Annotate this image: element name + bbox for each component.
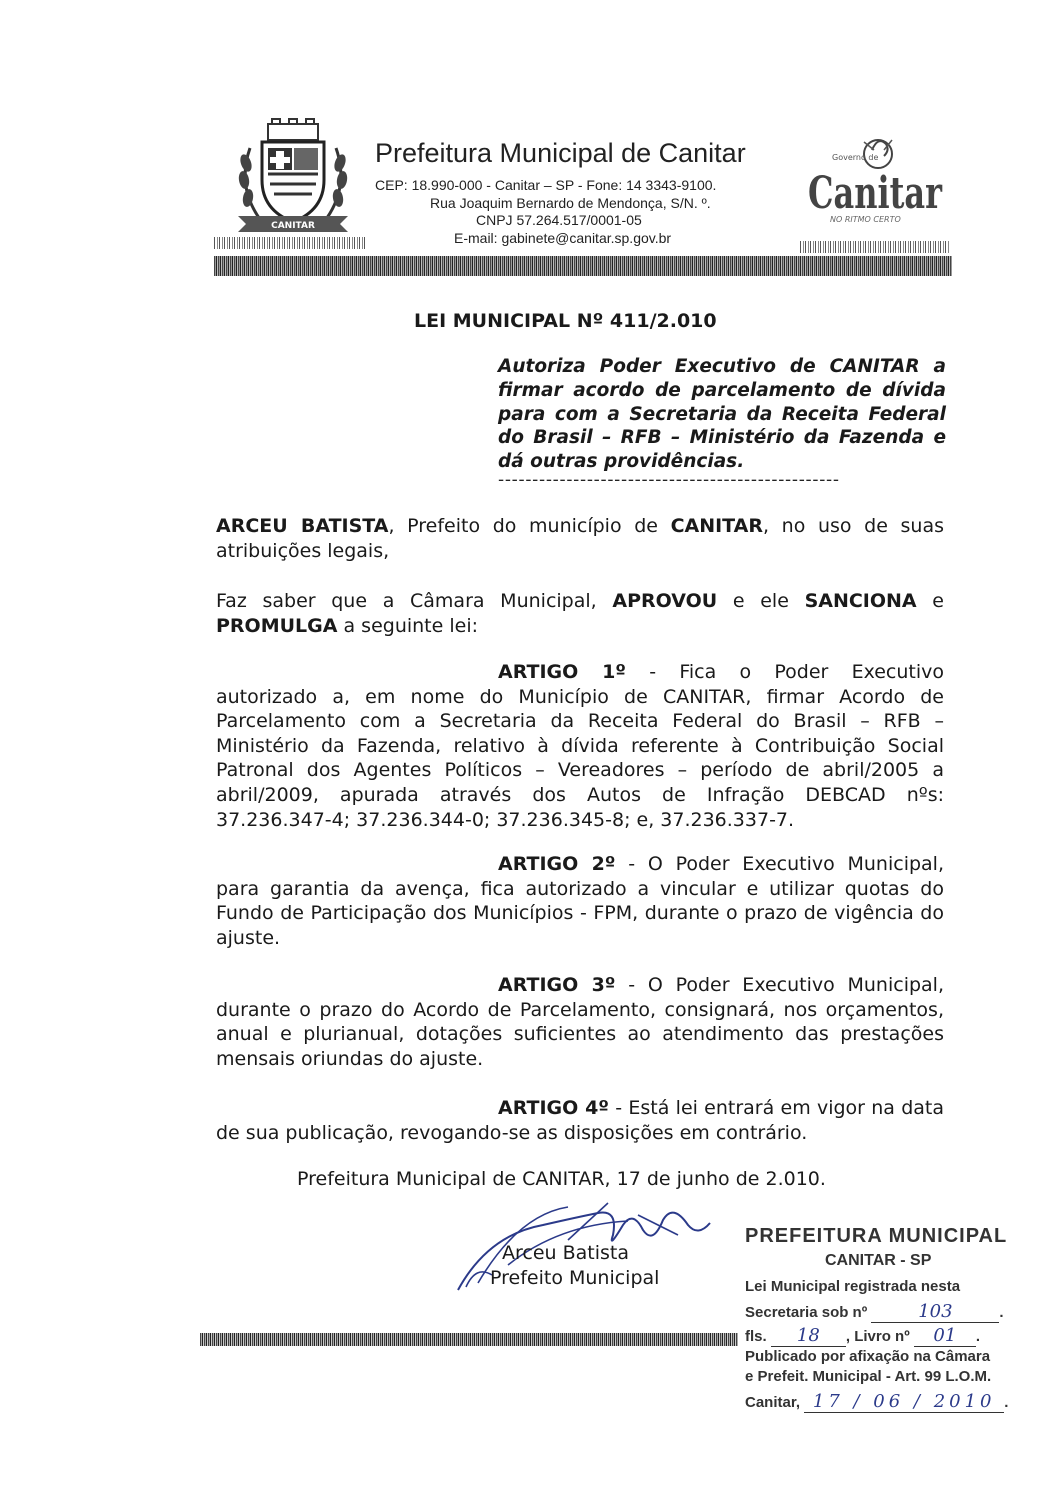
faz-text-4: a seguinte lei: (337, 614, 479, 637)
stamp-livro-number: 01 (914, 1325, 976, 1347)
mayor-name: ARCEU BATISTA (216, 515, 389, 537)
logo-top-text: Governo de (832, 153, 879, 162)
article-1 (216, 660, 944, 832)
header-barcode-left (214, 237, 366, 249)
stamp-city: CANITAR - SP (825, 1252, 932, 1269)
intro-text-1: , Prefeito do município de (388, 515, 671, 537)
faz-text-3: e (916, 590, 944, 612)
stamp-line-published: Publicado por afixação na Câmara (745, 1348, 991, 1365)
crest-banner-text: CANITAR (271, 221, 315, 231)
place-and-date: Prefeitura Municipal de CANITAR, 17 de junho de 2.010. (297, 1168, 826, 1190)
stamp-line-article: e Prefeit. Municipal - Art. 99 L.O.M. (745, 1368, 992, 1385)
header-barcode-right (800, 241, 950, 253)
article-3-label: ARTIGO 3º (498, 974, 616, 996)
article-4-label: ARTIGO 4º (498, 1097, 610, 1119)
stamp-fls-number: 18 (771, 1325, 846, 1347)
law-ementa: Autoriza Poder Executivo de CANITAR a firmar acordo de parcelamento de dívida para com a Secretaria da Receita Federal do Brasil – RFB – Ministério da Fazenda e dá outras providências. (498, 356, 946, 473)
stamp-date-value: 17 / 06 / 2010 (804, 1391, 1004, 1413)
canitar-government-logo (800, 120, 950, 230)
header-title: Prefeitura Municipal de Canitar (375, 138, 746, 168)
intro-text-2: , no uso de suas atribuições legais, (216, 515, 944, 562)
stamp-title: PREFEITURA MUNICIPAL (745, 1225, 1008, 1247)
stamp-date-label: Canitar, (745, 1394, 801, 1411)
article-2 (216, 852, 944, 950)
header-address-street: Rua Joaquim Bernardo de Mendonça, S/N. º. (430, 195, 711, 211)
intro-paragraph (216, 514, 944, 563)
header-cnpj: CNPJ 57.264.517/0001-05 (476, 212, 642, 228)
article-2-text: - O Poder Executivo Municipal, para garantia da avença, fica autorizado a vincular e utilizar quotas do Fundo de Participação dos Municípios - FPM, durante o prazo de vigência do ajuste. (216, 853, 945, 949)
article-4 (216, 1096, 944, 1145)
logo-word: Canitar (808, 168, 943, 219)
logo-slogan: NO RITMO CERTO (830, 215, 901, 224)
article-1-text: - Fica o Poder Executivo autorizado a, em nome do Município de CANITAR, firmar Acordo de Parcelamento com a Secretaria da Receita Federal do Brasil – RFB – Ministério da Fazenda, relativo à dívida referente à Contribuição Social Patronal dos Agentes Políticos – Vereadores – período de abril/2005 a abril/2009, apurada através dos Autos de Infração DEBCAD nºs: 37.236.347-4; 37.236.344-0; 37.236.345-8; e, 37.236.337-7. (216, 661, 945, 831)
stamp-secretaria-label: Secretaria sob nº (745, 1304, 868, 1321)
header-address-cep: CEP: 18.990-000 - Canitar – SP - Fone: 14 3343-9100. (375, 177, 717, 193)
stamp-livro-label: Livro nº (854, 1328, 910, 1345)
faz-promulga: PROMULGA (216, 614, 338, 637)
ementa-dashed-rule: -------------------------------------------------- (498, 470, 840, 490)
faz-sanciona: SANCIONA (804, 590, 917, 612)
signatory-role: Prefeito Municipal (490, 1267, 660, 1289)
intro-city: CANITAR (670, 515, 764, 537)
stamp-registration-number: 103 (871, 1301, 999, 1323)
stamp-line-date: Canitar, 17 / 06 / 2010 . (745, 1391, 1009, 1412)
article-3-text: - O Poder Executivo Municipal, durante o prazo do Acordo de Parcelamento, consignará, nos orçamentos, anual e plurianual, dotações suficientes ao atendimento das prestações mensais oriundas do ajuste. (216, 974, 945, 1070)
header-divider-bar (214, 256, 952, 276)
stamp-line-fls-livro: fls. 18 , Livro nº 01 . (745, 1325, 981, 1346)
article-3 (216, 973, 944, 1071)
article-2-label: ARTIGO 2º (498, 853, 616, 875)
article-1-label: ARTIGO 1º (498, 661, 627, 683)
municipal-coat-of-arms (232, 118, 354, 240)
signatory-name: Arceu Batista (502, 1242, 630, 1264)
faz-text-2: e ele (717, 590, 805, 612)
faz-aprovou: APROVOU (612, 590, 718, 612)
law-title: LEI MUNICIPAL Nº 411/2.010 (414, 310, 717, 332)
faz-text-1: Faz saber que a Câmara Municipal, (216, 590, 613, 612)
header-email: E-mail: gabinete@canitar.sp.gov.br (454, 230, 672, 246)
stamp-line-registered: Lei Municipal registrada nesta (745, 1278, 961, 1295)
faz-saber-paragraph (216, 589, 944, 638)
stamp-fls-label: fls. (745, 1328, 767, 1345)
article-4-text: - Está lei entrará em vigor na data de sua publicação, revogando-se as disposições em contrário. (216, 1097, 944, 1144)
stamp-line-secretaria: Secretaria sob nº 103 . (745, 1301, 1004, 1322)
footer-divider-bar (200, 1333, 738, 1346)
